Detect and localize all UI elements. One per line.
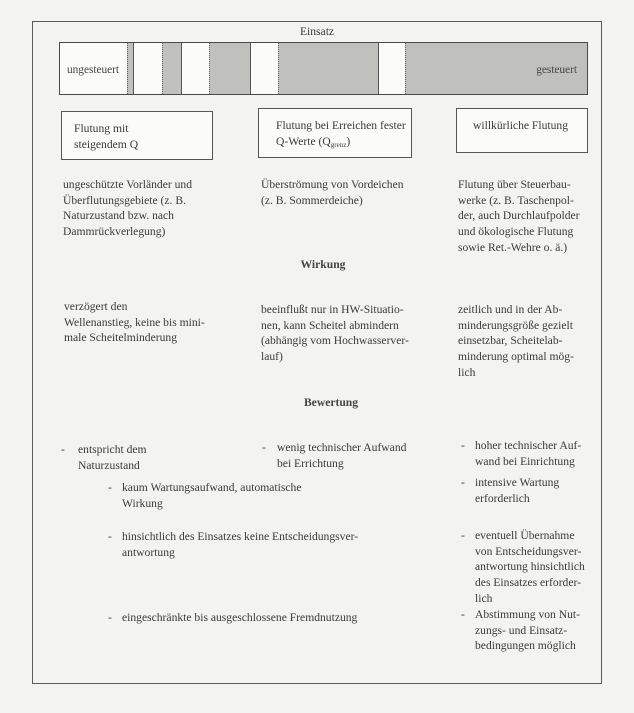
category-box-arbitrary <box>456 108 588 153</box>
scale-segment-dotted <box>127 43 134 94</box>
description-col-3: Flutung über Steuerbau- werke (z. B. Taschenpol- der, auch Durchlaufpolder und ökologische Flutung sowie Ret.-Wehre o. ä.) <box>458 178 580 254</box>
figure-title: Einsatz <box>299 25 335 38</box>
bullet-dash: - <box>461 608 465 621</box>
bullet-dash: - <box>461 529 465 542</box>
scale-segment-plain <box>379 43 405 94</box>
wirkung-heading: Wirkung <box>300 258 346 271</box>
bewertung-ungesteuert: entspricht dem Naturzustand <box>78 443 147 472</box>
wirkung-col-2: beeinflußt nur in HW-Situatio- nen, kann Scheitel abmindern (abhängig vom Hochwasserver- lauf) <box>261 303 409 364</box>
scale-segment-dotted <box>162 43 182 94</box>
bullet-dash: - <box>461 476 465 489</box>
bullet-dash: - <box>262 441 266 454</box>
wirkung-col-3: zeitlich und in der Ab- minderungsgröße gezielt einsetzbar, Scheitelab- minderung optimal mög- lich <box>458 303 574 379</box>
category-label <box>276 118 406 149</box>
bewertung-gesteuert-3: eventuell Übernahme von Entscheidungsver- antwortung hinsichtlich des Einsatzes erforder- lich <box>475 529 585 605</box>
bullet-dash: - <box>108 530 112 543</box>
bewertung-gesteuert-4: Abstimmung von Nut- zungs- und Einsatz- bedingungen möglich <box>475 608 580 653</box>
bewertung-gemeinsam-3: eingeschränkte bis ausgeschlossene Fremdnutzung <box>122 611 358 624</box>
category-label-line1: Flutung bei Erreichen fester <box>276 119 406 132</box>
scale-segment-dotted <box>278 43 379 94</box>
wirkung-col-1: verzögert den Wellenanstieg, keine bis mini- male Scheitelminderung <box>64 300 205 345</box>
scale-right-label: gesteuert <box>536 64 577 76</box>
scale-segment-plain <box>251 43 278 94</box>
bullet-dash: - <box>108 481 112 494</box>
category-box-fixed-q <box>258 108 412 158</box>
category-label: willkürliche Flutung <box>473 119 568 132</box>
bewertung-gemeinsam-1: kaum Wartungsaufwand, automatische Wirkung <box>122 481 302 510</box>
q-werte-text: Q-Werte (Q <box>276 134 331 148</box>
description-col-1: ungeschützte Vorländer und Überflutungsgebiete (z. B. Naturzustand bzw. nach Dammrückverlegung) <box>63 178 193 239</box>
bewertung-heading: Bewertung <box>303 396 359 409</box>
description-col-2: Überströmung von Vordeichen (z. B. Sommerdeiche) <box>261 178 404 207</box>
bullet-dash: - <box>461 439 465 452</box>
bullet-dash: - <box>108 611 112 624</box>
bewertung-gemeinsam-2: hinsichtlich des Einsatzes keine Entscheidungsver- antwortung <box>122 530 359 559</box>
bewertung-gesteuert-2: intensive Wartung erforderlich <box>475 476 560 505</box>
bewertung-gesteuert-1: hoher technischer Auf- wand bei Einrichtung <box>475 439 582 468</box>
category-label: Flutung mit steigendem Q <box>74 122 139 151</box>
scale-segment-plain <box>182 43 209 94</box>
bullet-dash: - <box>61 443 65 456</box>
closing-paren: ) <box>346 134 351 148</box>
scale-segment-dotted <box>209 43 251 94</box>
q-subscript: grenz <box>330 140 347 149</box>
scale-left-label: ungesteuert <box>67 64 120 76</box>
bewertung-fest: wenig technischer Aufwand bei Errichtung <box>277 441 407 470</box>
category-box-rising-q <box>61 111 213 160</box>
category-label-line2 <box>276 135 350 148</box>
control-scale-bar <box>59 42 588 95</box>
scale-segment-plain <box>134 43 162 94</box>
